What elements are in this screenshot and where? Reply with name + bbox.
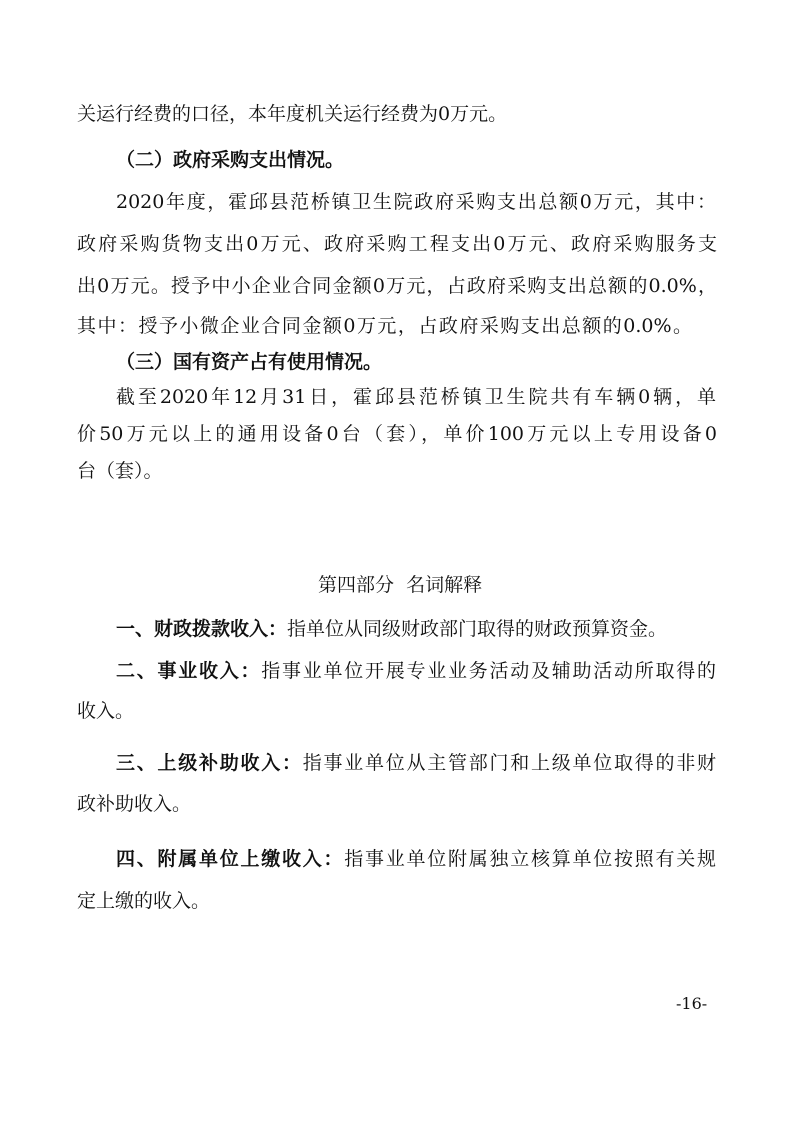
paragraph-line: 台（套）。 xyxy=(77,460,163,482)
paragraph-line: 关运行经费的口径，本年度机关运行经费为0万元。 xyxy=(77,103,508,125)
definition-body: 指单位从同级财政部门取得的财政预算资金。 xyxy=(287,618,668,640)
paragraph-line: 政府采购货物支出0万元、政府采购工程支出0万元、政府采购服务支 xyxy=(77,233,717,255)
definition-item-fiscal-appropriation xyxy=(116,610,716,648)
paragraph-line: 政补助收入。 xyxy=(77,793,192,815)
definition-term: 三、上级补助收入： xyxy=(116,752,303,774)
definition-item-affiliated-unit-remittance xyxy=(116,840,716,878)
paragraph-line: 2020年度，霍邱县范桥镇卫生院政府采购支出总额0万元，其中： xyxy=(116,191,716,213)
definition-body: 指事业单位从主管部门和上级单位取得的非财 xyxy=(302,752,716,774)
paragraph-line: 价50万元以上的通用设备0台（套），单价100万元以上专用设备0 xyxy=(77,423,717,445)
part-four-title: 第四部分 名词解释 xyxy=(318,574,483,596)
definition-item-business-income xyxy=(116,652,716,690)
definition-term: 一、财政拨款收入： xyxy=(116,618,288,640)
paragraph-line: 其中：授予小微企业合同金额0万元，占政府采购支出总额的0.0%。 xyxy=(77,315,692,337)
definition-item-superior-subsidy xyxy=(116,744,716,782)
section-heading-state-assets: （三）国有资产占有使用情况。 xyxy=(116,351,383,373)
paragraph-line: 收入。 xyxy=(77,700,135,722)
definition-term: 四、附属单位上缴收入： xyxy=(116,848,345,870)
definition-term: 二、事业收入： xyxy=(116,660,262,682)
page-number: -16- xyxy=(676,994,708,1013)
paragraph-line: 截至2020年12月31日，霍邱县范桥镇卫生院共有车辆0辆，单 xyxy=(116,386,716,408)
section-heading-government-procurement: （二）政府采购支出情况。 xyxy=(116,149,345,171)
paragraph-line: 定上缴的收入。 xyxy=(77,890,211,912)
definition-body: 指事业单位开展专业业务活动及辅助活动所取得的 xyxy=(261,660,716,682)
definition-body: 指事业单位附属独立核算单位按照有关规 xyxy=(344,848,716,870)
paragraph-line: 出0万元。授予中小企业合同金额0万元，占政府采购支出总额的0.0%， xyxy=(77,275,717,297)
